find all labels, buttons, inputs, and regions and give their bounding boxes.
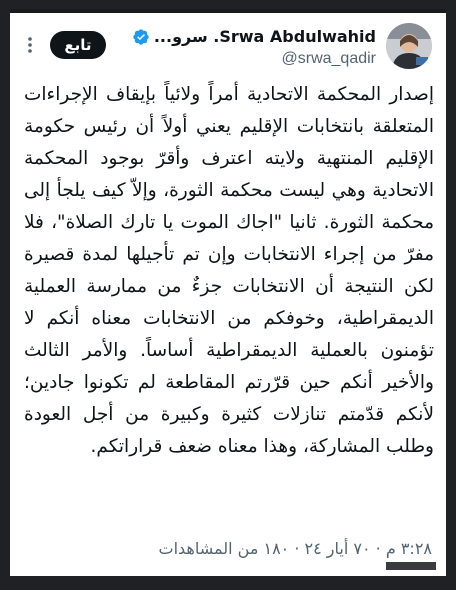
avatar[interactable] [386, 23, 432, 69]
tweet-text: إصدار المحكمة الاتحادية أمراً ولائياً بإيقاف الإجراءات المتعلقة بانتخابات الإقليم يعني أولاً أن رئيس حكومة الإقليم المنتهية ولايته اعترف وأقرّ بوجود المحكمة الاتحادية وهي ليست محكمة الثورة، وإلاّ كيف يلجأ إلى محكمة الثورة. ثانيا "اجاك الموت يا تارك الصلاة"، فلا مفرّ من إجراء الانتخابات وإن تم تأجيلها لمدة قصيرة لكن النتيجة أن الانتخابات جزءٌ من ممارسة العملية الديمقراطية، وخوفكم من الانتخابات معناه أنكم لا تؤمنون بالعملية الديمقراطية أساساً. والأمر الثالث والأخير أنكم حين قرّرتم المقاطعة لم تكونوا جادين؛ لأنكم قدّمتم تنازلات كثيرة وكبيرة من أجل العودة وطلب المشاركة، وهذا معناه ضعف قراراتكم. [24, 84, 434, 457]
profile-photo-icon [386, 23, 432, 69]
tweet-card [10, 9, 446, 576]
verified-badge-icon [132, 28, 150, 46]
tweet-meta[interactable]: ٣:٢٨ م · ٧٠ أيار ٢٤ · ١٨٠ من المشاهدات [158, 539, 432, 558]
author-name-row [128, 27, 376, 46]
bottom-corner-shade [386, 562, 436, 570]
top-border [10, 9, 446, 13]
follow-button[interactable]: تابع [50, 31, 106, 59]
more-options-icon[interactable] [26, 36, 34, 54]
display-name[interactable]: Srwa Abdulwahid. سرو... [153, 27, 376, 46]
user-handle[interactable]: @srwa_qadir [281, 50, 376, 67]
